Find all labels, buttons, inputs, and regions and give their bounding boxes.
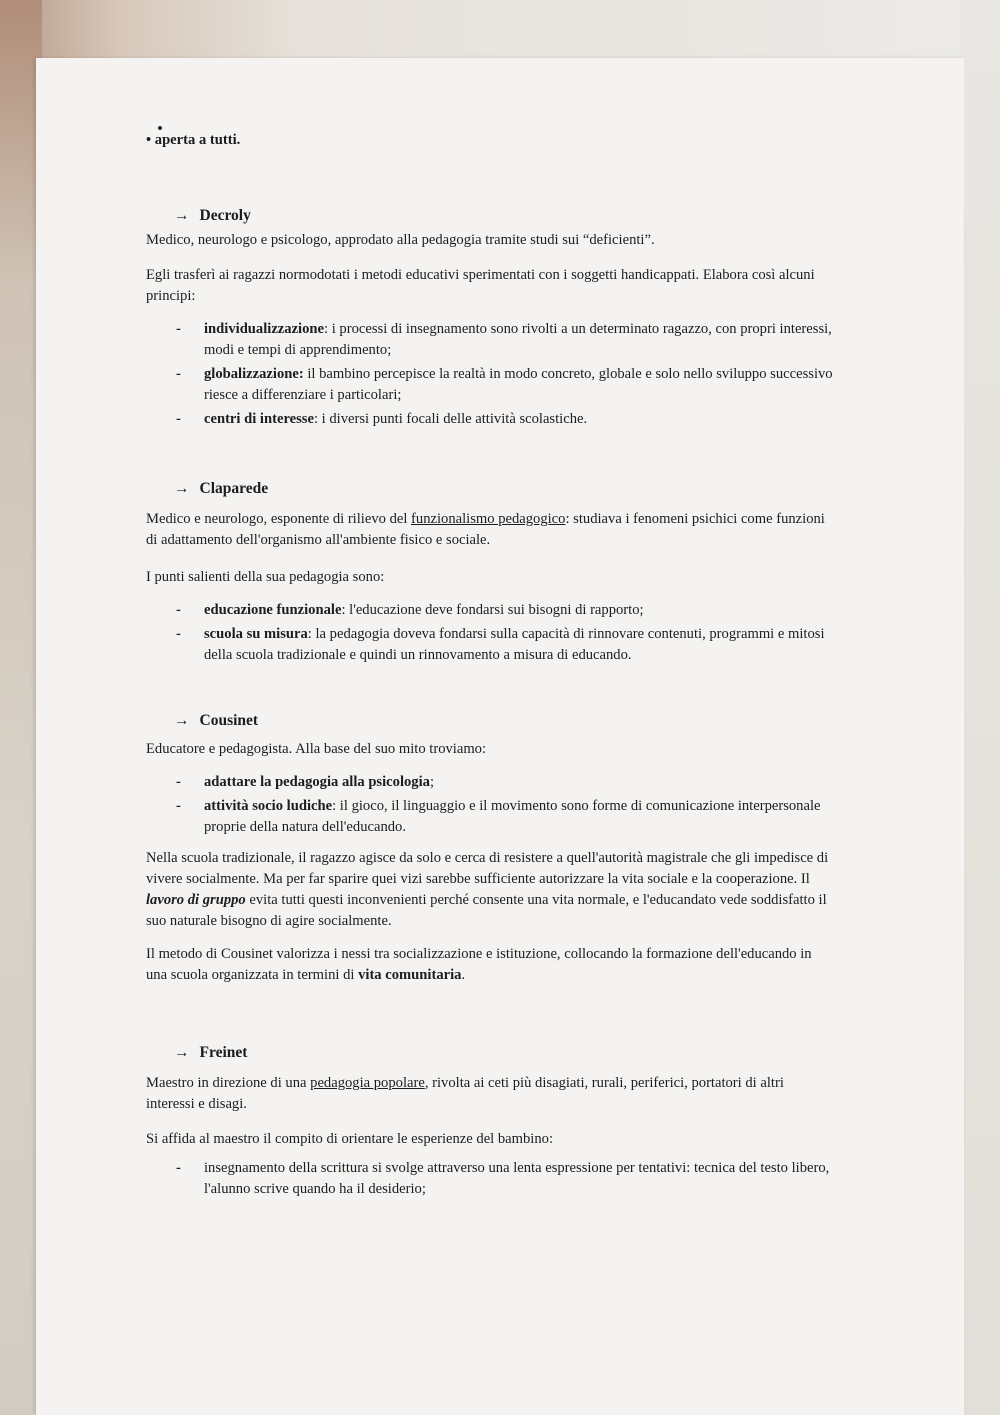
list-item-text: : i processi di insegnamento sono rivolti a un determinato ragazzo, con propri interessi, modi e tempi di apprendimento; (204, 321, 832, 358)
intro-line: • aperta a tutti. (146, 132, 241, 148)
cousinet-paragraph-3 (146, 944, 836, 986)
arrow-right-icon: → (174, 480, 190, 497)
list-item (146, 319, 836, 361)
claparede-list (146, 600, 836, 666)
pedagogia-popolare-link: pedagogia popolare (310, 1075, 425, 1091)
heading-decroly (174, 205, 836, 226)
document-content (146, 116, 836, 1203)
list-item (146, 364, 836, 406)
cousinet-list (146, 772, 836, 838)
list-item-term: adattare la pedagogia alla psicologia (204, 774, 430, 790)
heading-claparede (174, 478, 836, 499)
cousinet-p2-post: evita tutti questi inconvenienti perché consente una vita normale, e l'educandato vede soddisfatto il suo naturale bisogno di agire socialmente. (146, 892, 827, 929)
list-item-term: globalizzazione: (204, 366, 304, 382)
heading-claparede-text: Claparede (199, 480, 269, 497)
heading-freinet-text: Freinet (199, 1044, 248, 1061)
lavoro-di-gruppo-text: lavoro di gruppo (146, 892, 246, 908)
intro-text: aperta a tutti. (154, 132, 241, 148)
heading-freinet (174, 1042, 836, 1063)
list-item-term: individualizzazione (204, 321, 325, 337)
cousinet-p3-pre: Il metodo di Cousinet valorizza i nessi tra socializzazione e istituzione, collocando la formazione dell'educando in una scuola organizzata in termini di (146, 946, 812, 983)
background-right (960, 0, 1000, 1415)
decroly-paragraph-2: Egli trasferì ai ragazzi normodotati i metodi educativi sperimentati con i soggetti handicappati. Elabora così alcuni principi: (146, 267, 815, 304)
claparede-p1-pre: Medico e neurologo, esponente di rilievo del (146, 511, 412, 527)
list-item-term: educazione funzionale (204, 602, 342, 618)
list-item-text: : la pedagogia doveva fondarsi sulla capacità di rinnovare contenuti, programmi e mitosi della scuola tradizionale e quindi un rinnovamento a misura di educando. (204, 626, 825, 663)
list-item-term: attività socio ludiche (204, 798, 333, 814)
list-item (146, 624, 836, 666)
list-item-text: ; (429, 774, 435, 790)
decroly-paragraph-1: Medico, neurologo e psicologo, approdato alla pedagogia tramite studi sui “deficienti”. (146, 232, 655, 248)
list-item (146, 772, 836, 793)
freinet-paragraph-1 (146, 1073, 836, 1115)
list-item-text: : i diversi punti focali delle attività scolastiche. (313, 411, 588, 427)
cousinet-p3-post: . (461, 967, 466, 983)
freinet-p1-post: , rivolta ai ceti più disagiati, rurali, periferici, portatori di altri interessi e disagi. (146, 1075, 784, 1112)
claparede-paragraph-2: I punti salienti della sua pedagogia sono: (146, 569, 385, 585)
vita-comunitaria-text: vita comunitaria (358, 967, 462, 983)
freinet-list (146, 1158, 836, 1200)
heading-decroly-text: Decroly (199, 207, 251, 224)
funzionalismo-link: funzionalismo pedagogico (411, 511, 566, 527)
list-item-term: scuola su misura (204, 626, 308, 642)
list-item-text: : l'educazione deve fondarsi sui bisogni di rapporto; (341, 602, 644, 618)
cousinet-paragraph-1: Educatore e pedagogista. Alla base del suo mito troviamo: (146, 741, 487, 757)
list-item-term: centri di interesse (204, 411, 314, 427)
list-item (146, 796, 836, 838)
arrow-right-icon: → (174, 1044, 190, 1061)
list-item-text: insegnamento della scrittura si svolge attraverso una lenta espressione per tentativi: tecnica del testo libero, l'alunno scrive quando ha il desiderio; (204, 1160, 830, 1197)
cousinet-p2-pre: Nella scuola tradizionale, il ragazzo agisce da solo e cerca di resistere a quell'autorità magistrale che gli impedisce di vivere socialmente. Ma per far sparire quei vizi sarebbe sufficiente autorizzare la vita sociale e la cooperazione. Il (146, 850, 829, 887)
list-item (146, 600, 836, 621)
claparede-paragraph-1 (146, 509, 836, 551)
claparede-p1-post: : studiava i fenomeni psichici come funzioni di adattamento dell'organismo all'ambiente fisico e sociale. (146, 511, 825, 548)
list-item (146, 409, 836, 430)
heading-cousinet-text: Cousinet (199, 712, 259, 729)
list-item-text: : il gioco, il linguaggio e il movimento sono forme di comunicazione interpersonale proprie della natura dell'educando. (204, 798, 821, 835)
list-item-text: il bambino percepisce la realtà in modo concreto, globale e solo nello sviluppo successivo riesce a differenziare i particolari; (204, 366, 833, 403)
cousinet-paragraph-2 (146, 848, 836, 932)
arrow-right-icon: → (174, 712, 190, 729)
arrow-right-icon: → (174, 207, 190, 224)
decroly-list (146, 319, 836, 430)
list-item (146, 1158, 836, 1200)
freinet-paragraph-2: Si affida al maestro il compito di orientare le esperienze del bambino: (146, 1131, 554, 1147)
freinet-p1-pre: Maestro in direzione di una (146, 1075, 311, 1091)
heading-cousinet (174, 710, 836, 731)
